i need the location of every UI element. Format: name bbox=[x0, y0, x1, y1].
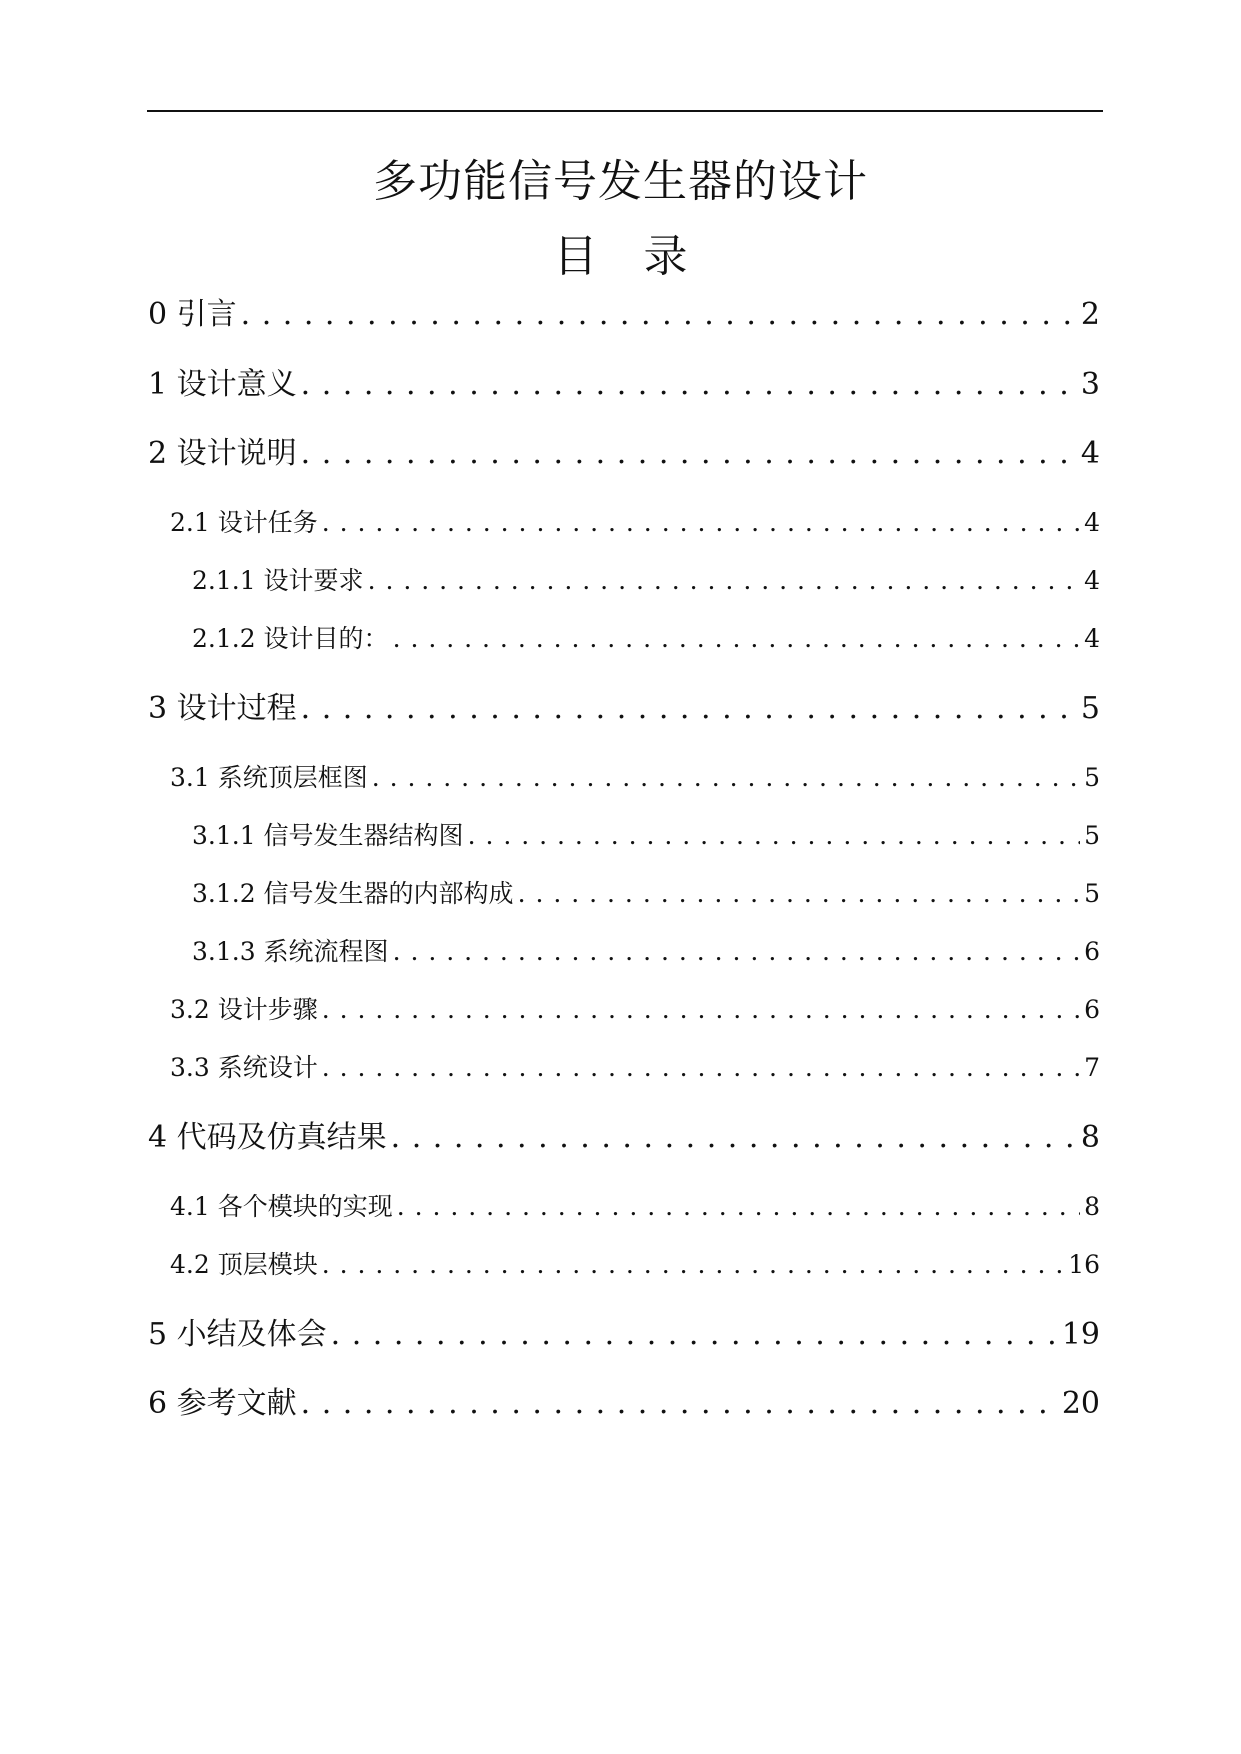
toc-dot-leader bbox=[322, 1051, 1080, 1085]
toc-dot-leader bbox=[397, 1190, 1080, 1224]
toc-page-number: 4 bbox=[1084, 566, 1100, 595]
toc-page-number: 4 bbox=[1080, 436, 1100, 471]
toc-entry-label: 0 引言 bbox=[148, 297, 237, 332]
toc-entry-label: 3.2 设计步骤 bbox=[170, 995, 318, 1024]
toc-entry-label: 3.3 系统设计 bbox=[170, 1053, 318, 1082]
toc-dot-leader bbox=[301, 1384, 1058, 1424]
toc-entry-label: 2.1.2 设计目的： bbox=[192, 624, 389, 653]
toc-entry-references[interactable] bbox=[148, 1384, 1100, 1424]
toc-page-number: 8 bbox=[1084, 1192, 1100, 1221]
toc-dot-leader bbox=[372, 761, 1080, 795]
toc-page-number: 6 bbox=[1084, 995, 1100, 1024]
toc-entry-label: 4.2 顶层模块 bbox=[170, 1250, 318, 1279]
toc-entry-system-design[interactable] bbox=[170, 1051, 1100, 1085]
toc-dot-leader bbox=[393, 622, 1081, 656]
toc-entry-label: 3 设计过程 bbox=[148, 691, 297, 726]
toc-page-number: 4 bbox=[1084, 508, 1100, 537]
toc-entry-design-significance[interactable] bbox=[148, 365, 1100, 405]
toc-page-number: 3 bbox=[1080, 367, 1100, 402]
toc-dot-leader bbox=[322, 506, 1080, 540]
toc-entry-module-implementation[interactable] bbox=[170, 1190, 1100, 1224]
toc-dot-leader bbox=[391, 1118, 1077, 1158]
toc-page-number: 2 bbox=[1080, 297, 1100, 332]
toc-page-number: 16 bbox=[1068, 1250, 1100, 1279]
toc-entry-summary[interactable] bbox=[148, 1315, 1100, 1355]
toc-dot-leader bbox=[331, 1315, 1058, 1355]
toc-entry-system-flowchart[interactable] bbox=[192, 935, 1100, 969]
toc-page-number: 8 bbox=[1080, 1120, 1100, 1155]
toc-entry-design-task[interactable] bbox=[170, 506, 1100, 540]
toc-entry-label: 4.1 各个模块的实现 bbox=[170, 1192, 393, 1221]
toc-entry-label: 6 参考文献 bbox=[148, 1386, 297, 1421]
toc-page-number: 7 bbox=[1084, 1053, 1100, 1082]
toc-entry-introduction[interactable] bbox=[148, 295, 1100, 335]
toc-page-number: 19 bbox=[1061, 1317, 1100, 1352]
toc-entry-label: 2.1.1 设计要求 bbox=[192, 566, 364, 595]
toc-entry-design-requirements[interactable] bbox=[192, 564, 1100, 598]
toc-entry-code-simulation[interactable] bbox=[148, 1118, 1100, 1158]
toc-heading-char-2: 录 bbox=[643, 231, 688, 282]
toc-entry-design-process[interactable] bbox=[148, 689, 1100, 729]
toc-entry-label: 3.1.3 系统流程图 bbox=[192, 937, 389, 966]
toc-dot-leader bbox=[241, 295, 1077, 335]
toc-entry-label: 1 设计意义 bbox=[148, 367, 297, 402]
toc-entry-label: 3.1.1 信号发生器结构图 bbox=[192, 821, 464, 850]
toc-dot-leader bbox=[301, 434, 1077, 474]
toc-page-number: 4 bbox=[1084, 624, 1100, 653]
toc-page-number: 20 bbox=[1061, 1386, 1100, 1421]
toc-entry-design-description[interactable] bbox=[148, 434, 1100, 474]
toc-dot-leader bbox=[393, 935, 1081, 969]
toc-entry-generator-structure[interactable] bbox=[192, 819, 1100, 853]
toc-dot-leader bbox=[301, 365, 1077, 405]
toc-dot-leader bbox=[301, 689, 1077, 729]
toc-entry-generator-internal[interactable] bbox=[192, 877, 1100, 911]
toc-page-number: 5 bbox=[1080, 691, 1100, 726]
toc-dot-leader bbox=[368, 564, 1081, 598]
toc-entry-label: 2.1 设计任务 bbox=[170, 508, 318, 537]
toc-dot-leader bbox=[518, 877, 1081, 911]
toc-entry-label: 4 代码及仿真结果 bbox=[148, 1120, 387, 1155]
toc-entry-top-module[interactable] bbox=[170, 1248, 1100, 1282]
toc-entry-label: 5 小结及体会 bbox=[148, 1317, 327, 1352]
toc-page-number: 6 bbox=[1084, 937, 1100, 966]
toc-entry-design-purpose[interactable] bbox=[192, 622, 1100, 656]
document-title: 多功能信号发生器的设计 bbox=[373, 156, 868, 207]
toc-page-number: 5 bbox=[1084, 821, 1100, 850]
toc-dot-leader bbox=[322, 993, 1080, 1027]
toc-entry-design-steps[interactable] bbox=[170, 993, 1100, 1027]
toc-page-number: 5 bbox=[1084, 879, 1100, 908]
toc-page-number: 5 bbox=[1084, 763, 1100, 792]
toc-heading-char-1: 目 bbox=[553, 231, 598, 282]
toc-entry-system-top-diagram[interactable] bbox=[170, 761, 1100, 795]
toc-entry-label: 3.1.2 信号发生器的内部构成 bbox=[192, 879, 514, 908]
toc-entry-label: 2 设计说明 bbox=[148, 436, 297, 471]
toc-dot-leader bbox=[468, 819, 1081, 853]
toc-entry-label: 3.1 系统顶层框图 bbox=[170, 763, 368, 792]
toc-dot-leader bbox=[322, 1248, 1064, 1282]
